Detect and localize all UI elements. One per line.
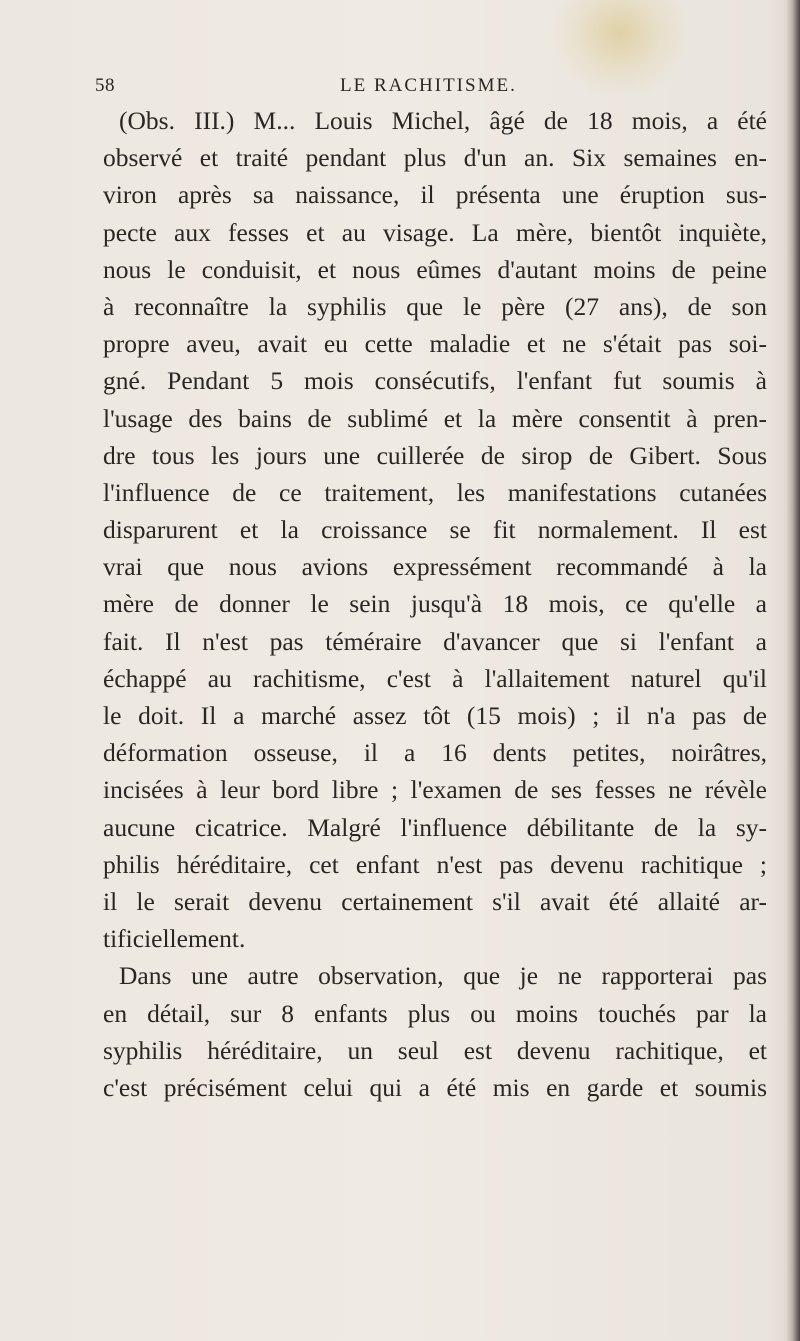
running-head: [0, 75, 800, 105]
running-title: LE RACHITISME.: [340, 75, 517, 96]
text-line: le doit. Il a marché assez tôt (15 mois) ; il n'a pas de: [103, 701, 767, 730]
text-line: dre tous les jours une cuillerée de sirop de Gibert. Sous: [103, 440, 767, 470]
page-number: 58: [95, 75, 115, 96]
text-line: en détail, sur 8 enfants plus ou moins touchés par la: [103, 998, 767, 1028]
text-line: l'influence de ce traitement, les manifestations cutanées: [103, 477, 767, 507]
text-line: tificiellement.: [103, 924, 246, 954]
text-line: philis héréditaire, cet enfant n'est pas devenu rachitique ;: [103, 849, 767, 879]
text-line: pecte aux fesses et au visage. La mère, bientôt inquiète,: [103, 217, 767, 247]
text-line: c'est précisément celui qui a été mis en garde et soumis: [103, 1072, 767, 1102]
text-line: gné. Pendant 5 mois consécutifs, l'enfant fut soumis à: [103, 366, 767, 396]
text-line: Dans une autre observation, que je ne rapporterai pas: [119, 961, 767, 991]
text-line: viron après sa naissance, il présenta une éruption sus-: [103, 180, 767, 210]
text-line: nous le conduisit, et nous eûmes d'autant moins de peine: [103, 254, 767, 284]
text-line: il le serait devenu certainement s'il avait été allaité ar-: [103, 886, 767, 916]
text-line: observé et traité pendant plus d'un an. Six semaines en-: [103, 143, 767, 173]
page-edge-shadow: [786, 0, 800, 1341]
text-line: l'usage des bains de sublimé et la mère consentit à pren-: [103, 403, 767, 433]
text-line: disparurent et la croissance se fit normalement. Il est: [103, 515, 767, 545]
text-line: fait. Il n'est pas téméraire d'avancer que si l'enfant a: [103, 626, 767, 656]
text-line: échappé au rachitisme, c'est à l'allaitement naturel qu'il: [103, 663, 767, 693]
body-text: [103, 102, 767, 1106]
text-line: syphilis héréditaire, un seul est devenu rachitique, et: [103, 1035, 767, 1065]
text-line: à reconnaître la syphilis que le père (27 ans), de son: [103, 291, 767, 321]
text-line: propre aveu, avait eu cette maladie et ne s'était pas soi-: [103, 329, 767, 359]
text-line: déformation osseuse, il a 16 dents petites, noirâtres,: [103, 738, 767, 768]
text-line: aucune cicatrice. Malgré l'influence débilitante de la sy-: [103, 812, 767, 842]
text-line: (Obs. III.) M... Louis Michel, âgé de 18 mois, a été: [119, 106, 767, 135]
text-line: incisées à leur bord libre ; l'examen de ses fesses ne révèle: [103, 775, 767, 805]
text-line: mère de donner le sein jusqu'à 18 mois, ce qu'elle a: [103, 589, 767, 619]
text-line: vrai que nous avions expressément recommandé à la: [103, 552, 767, 582]
